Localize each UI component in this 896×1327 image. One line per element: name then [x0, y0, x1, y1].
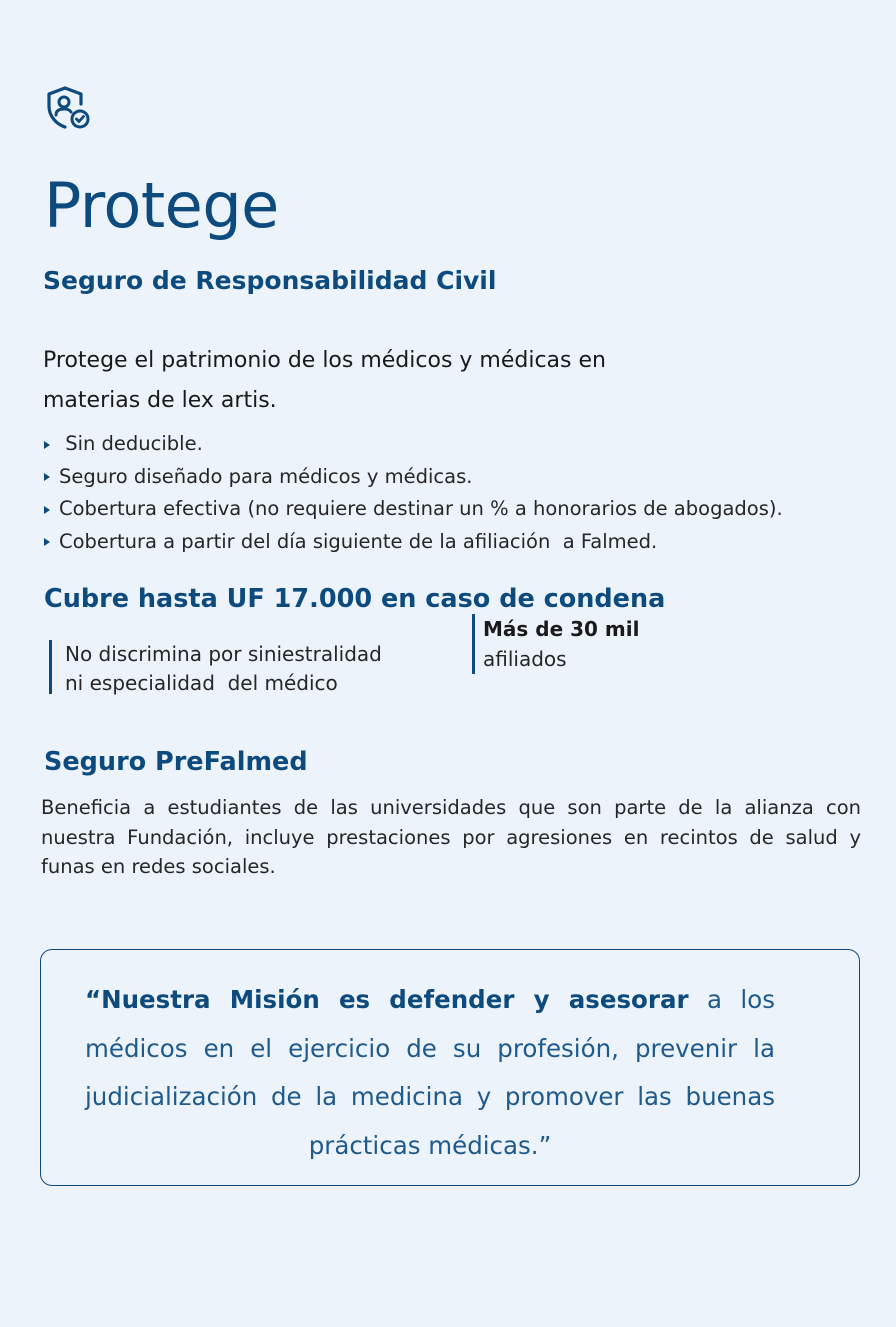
stat-text: ni especialidad del médico — [65, 671, 338, 695]
mission-quote — [85, 976, 775, 1170]
prefalmed-title: Seguro PreFalmed — [44, 747, 308, 777]
list-item-text: Cobertura a partir del día siguiente de la afiliación a Falmed. — [59, 529, 658, 553]
list-item — [44, 526, 884, 559]
mission-quote-strong: “Nuestra Misión es defender y asesorar — [85, 985, 689, 1014]
intro-line-2: materias de lex artis. — [43, 388, 277, 413]
list-item-text: Cobertura efectiva (no requiere destinar un % a honorarios de abogados). — [59, 497, 783, 520]
prefalmed-description: Beneficia a estudiantes de las universidades que son parte de la alianza con nuestra Fundación, incluye prestaciones por agresiones en recintos de salud y funas en redes sociales. — [41, 796, 861, 878]
page-title: Protege — [44, 169, 279, 242]
page-subtitle: Seguro de Responsabilidad Civil — [43, 266, 497, 295]
intro-line-1: Protege el patrimonio de los médicos y médicas en — [43, 348, 606, 373]
shield-user-check-icon — [44, 84, 92, 132]
bullet-triangle-icon — [44, 473, 50, 481]
stat-affiliates — [472, 614, 639, 674]
list-item-text: Seguro diseñado para médicos y médicas. — [59, 464, 473, 488]
list-item — [44, 461, 884, 494]
mission-quote-rest: a los médicos en el ejercicio de su profesión, prevenir la judicialización de la medicina y promover las buenas prácticas médicas.” — [85, 985, 775, 1160]
bullet-triangle-icon — [44, 441, 50, 449]
bullet-triangle-icon — [44, 538, 50, 546]
stat-label: afiliados — [483, 647, 567, 671]
bullet-triangle-icon — [44, 506, 50, 514]
list-item-text: Sin deducible. — [59, 432, 203, 455]
stat-value: Más de 30 mil — [483, 617, 640, 641]
intro-text — [43, 341, 743, 421]
mission-card — [40, 949, 860, 1186]
list-item — [44, 428, 884, 461]
coverage-headline: Cubre hasta UF 17.000 en caso de condena — [44, 584, 666, 614]
list-item — [44, 493, 884, 526]
benefits-list — [44, 428, 884, 558]
stat-no-discrimination — [49, 640, 382, 694]
stat-text: No discrimina por siniestralidad — [65, 642, 382, 666]
